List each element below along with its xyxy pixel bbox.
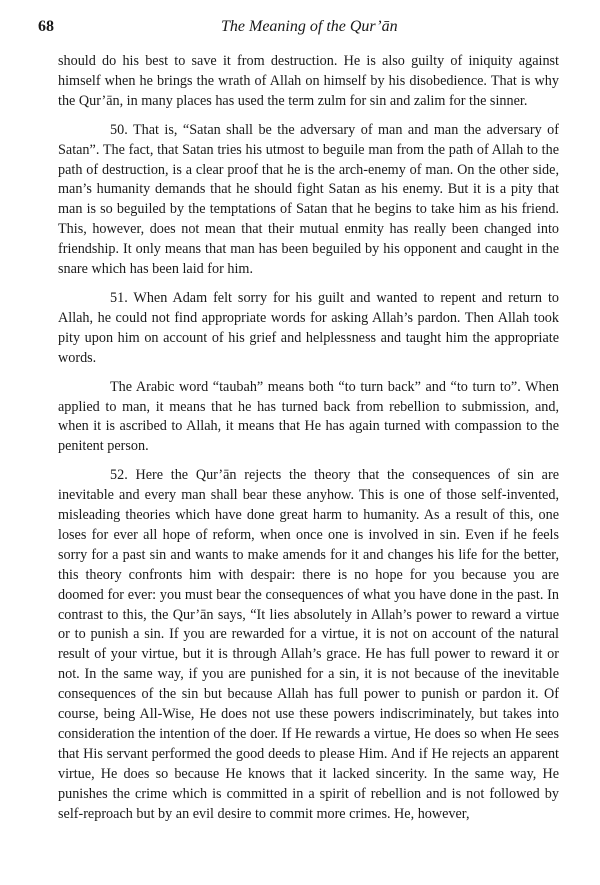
page-number: 68: [38, 18, 54, 35]
paragraph-continuation: should do his best to save it from destruction. He is also guilty of iniquity against himself when he brings the wrath of Allah on himself by his disobedience. That is why the Qur’ān, in many places has used the term zulm for sin and zalim for the sinner.: [58, 53, 559, 109]
paragraph-note-51: 51. When Adam felt sorry for his guilt and wanted to repent and return to Allah, he could not find appropriate words for asking Allah’s pardon. Then Allah took pity upon him on account of his grief and helplessness and taught him the appropriate words.: [58, 289, 559, 366]
paragraph-note-50: 50. That is, “Satan shall be the adversary of man and man the adversary of Satan”. The fact, that Satan tries his utmost to beguile man from the path of Allah to the path of destruction, is a clear proof that he is the arch-enemy of man. On the other side, man’s humanity demands that he should fight Satan as his enemy. But it is a pity that man is so beguiled by the temptations of Satan that he begins to take him as his friend. This, however, does not mean that their mutual enmity has really been changed into friendship. It only means that man has been beguiled by his opponent and caught in the snare which has been laid for him.: [58, 121, 559, 278]
running-title: The Meaning of the Qur’ān: [221, 18, 398, 35]
paragraph-taubah: The Arabic word “taubah” means both “to turn back” and “to turn to”. When applied to man, it means that he has turned back from rebellion to submission, and, when it is ascribed to Allah, it means that He has again turned with compassion to the penitent person.: [58, 378, 559, 455]
page-body: [58, 52, 559, 834]
page-header: [38, 18, 560, 44]
paragraph-note-52: 52. Here the Qur’ān rejects the theory that the consequences of sin are inevitable and every man shall bear these anyhow. This is one of those self-invented, misleading theories which have done great harm to humanity. As a result of this, one loses for ever all hope of reform, when once one is involved in sin. Even if he feels sorry for a past sin and wants to make amends for it and changes his life for the better, this theory confronts him with despair: there is no hope for you because you are doomed for ever: you must bear the consequences of what you have done in the past. In contrast to this, the Qur’ān says, “It lies absolutely in Allah’s power to reward a virtue or to punish a sin. If you are rewarded for a virtue, it is not on account of the natural result of your virtue, but it is through Allah’s grace. He has full power to reward it or not. In the same way, if you are punished for a sin, it is not because of the inevitable consequences of the sin but because Allah has full power to punish or pardon it. Of course, being All-Wise, He does not use these powers indiscriminately, but takes into consideration the intention of the doer. If He rewards a virtue, He does so when He sees that His servant performed the good deeds to please Him. And if He rejects an apparent virtue, He does so because He knows that it lacked sincerity. In the same way, He punishes the crime which is committed in a spirit of rebellion and is not followed by self-reproach but by an evil desire to commit more crimes. He, however,: [58, 467, 559, 822]
